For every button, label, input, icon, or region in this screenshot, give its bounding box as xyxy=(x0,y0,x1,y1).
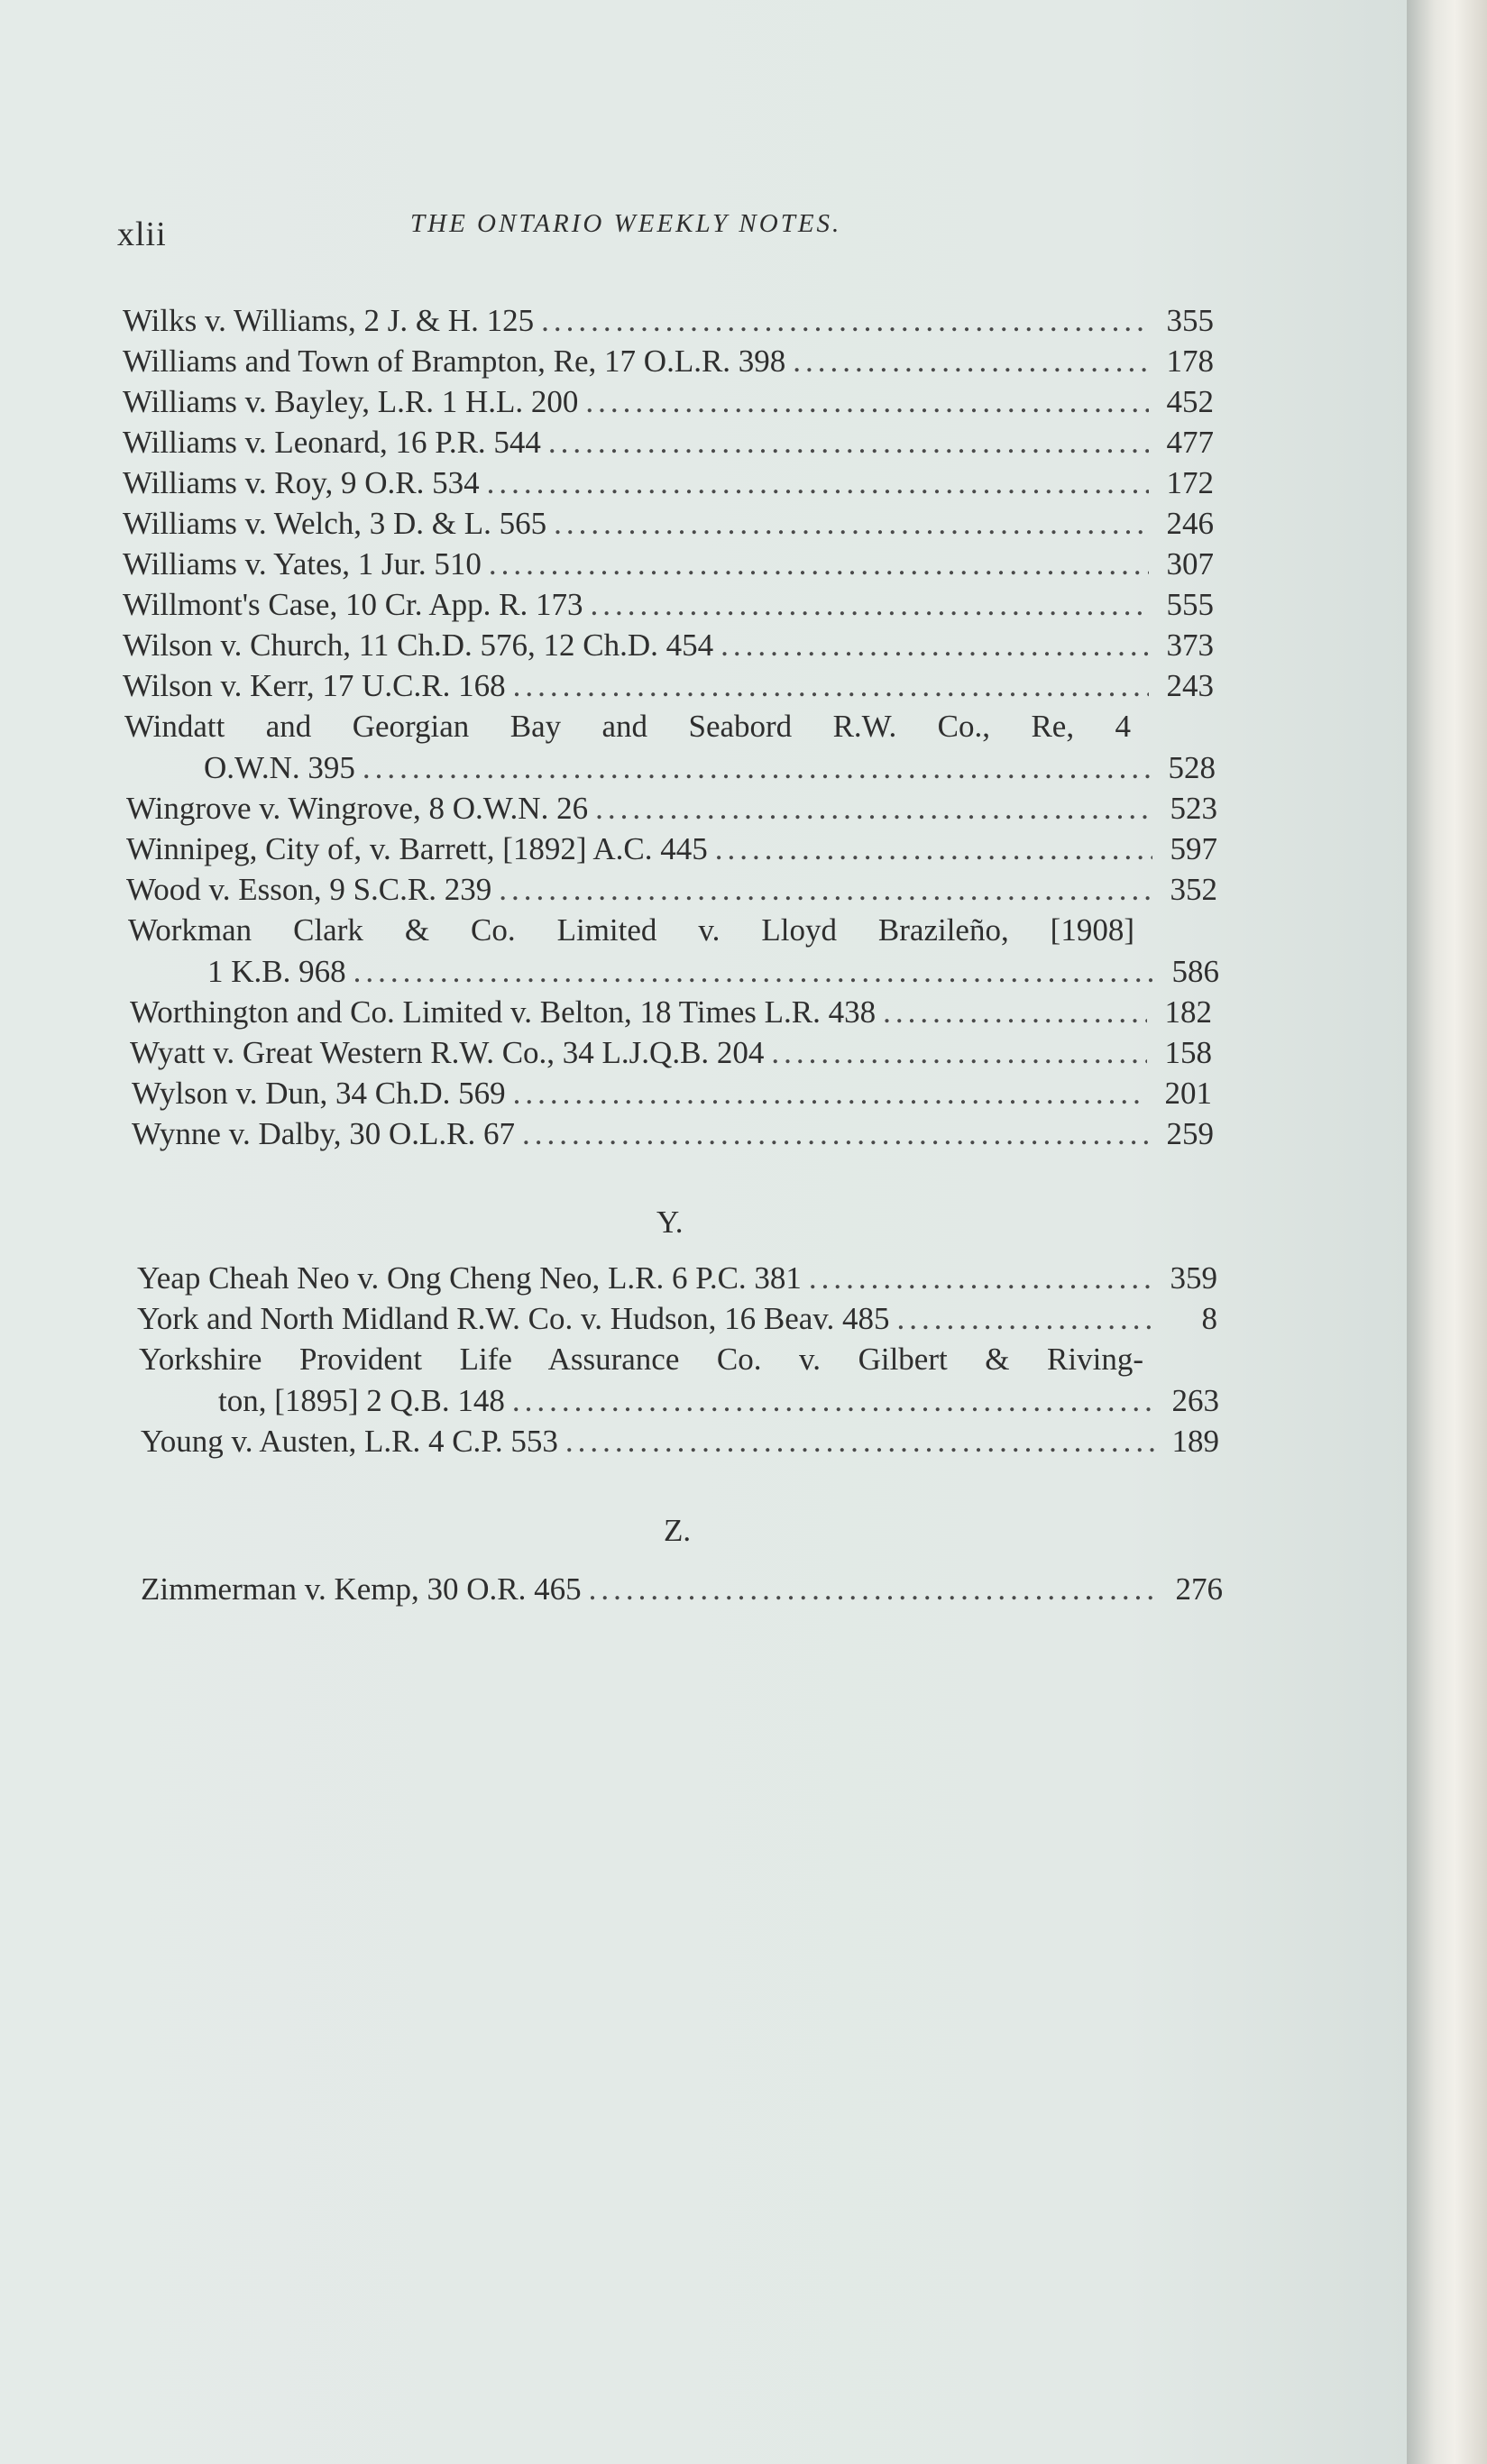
page-number: 597 xyxy=(1170,831,1217,866)
page-number: 359 xyxy=(1170,1260,1217,1296)
index-entry: York and North Midland R.W. Co. v. Hudson, 16 Beav. 485 ..... 8 xyxy=(137,1301,1217,1337)
index-entry: Yorkshire Provident Life Assurance Co. v. Gilbert & Riving- ton, [1895] 2 Q.B. 148 ..... 263 xyxy=(139,1342,1219,1419)
page-number: 452 xyxy=(1166,384,1214,419)
index-entry: Worthington and Co. Limited v. Belton, 18 Times L.R. 438 ..... 182 xyxy=(130,994,1212,1030)
index-entry: Willmont's Case, 10 Cr. App. R. 173 ..... 555 xyxy=(123,587,1214,623)
index-entry: Workman Clark & Co. Limited v. Lloyd Brazileño, [1908] 1 K.B. 968 ..... 586 xyxy=(128,912,1219,990)
index-entry: Yeap Cheah Neo v. Ong Cheng Neo, L.R. 6 P.C. 381 ..... 359 xyxy=(137,1260,1217,1296)
index-entry: Williams v. Bayley, L.R. 1 H.L. 200 ..... 452 xyxy=(123,384,1214,420)
index-entry: Wood v. Esson, 9 S.C.R. 239 ..... 352 xyxy=(126,872,1217,908)
section-letter-z: Z. xyxy=(664,1513,692,1548)
section-letter-y: Y. xyxy=(656,1205,684,1240)
page-number: 182 xyxy=(1164,994,1212,1030)
page-number: 259 xyxy=(1166,1116,1214,1151)
page-number: 263 xyxy=(1171,1383,1219,1418)
page-folio: xlii xyxy=(117,215,167,253)
index-entry: Wynne v. Dalby, 30 O.L.R. 67 ..... 259 xyxy=(132,1116,1214,1152)
page-number: 523 xyxy=(1170,791,1217,826)
index-entry: Williams v. Leonard, 16 P.R. 544 ..... 477 xyxy=(123,425,1214,461)
page-number: 352 xyxy=(1170,872,1217,907)
index-entry: Wyatt v. Great Western R.W. Co., 34 L.J.Q.B. 204 ..... 158 xyxy=(130,1035,1212,1071)
page-number: 246 xyxy=(1166,506,1214,541)
index-entry: Williams v. Roy, 9 O.R. 534 ..... 172 xyxy=(123,465,1214,501)
page-number: 276 xyxy=(1175,1571,1223,1607)
book-spine xyxy=(1407,0,1487,2464)
index-entry: Wilson v. Church, 11 Ch.D. 576, 12 Ch.D. 454 ..... 373 xyxy=(123,627,1214,664)
index-entry: Williams v. Welch, 3 D. & L. 565 ..... 246 xyxy=(123,506,1214,542)
index-entry: Wingrove v. Wingrove, 8 O.W.N. 26 ..... 523 xyxy=(126,791,1217,827)
index-entry: Williams and Town of Brampton, Re, 17 O.L.R. 398 ..... 178 xyxy=(123,343,1214,380)
index-entry: Young v. Austen, L.R. 4 C.P. 553 ..... 189 xyxy=(141,1424,1219,1460)
page-number: 8 xyxy=(1201,1301,1217,1336)
index-entry: Zimmerman v. Kemp, 30 O.R. 465 ..... 276 xyxy=(141,1571,1223,1608)
index-entry: Wylson v. Dun, 34 Ch.D. 569 ..... 201 xyxy=(132,1076,1212,1112)
page-number: 586 xyxy=(1171,954,1219,989)
page-number: 477 xyxy=(1166,425,1214,460)
page-number: 373 xyxy=(1166,627,1214,663)
index-entry: Williams v. Yates, 1 Jur. 510 ..... 307 xyxy=(123,546,1214,582)
page-number: 243 xyxy=(1166,668,1214,703)
page-number: 172 xyxy=(1166,465,1214,500)
page-number: 555 xyxy=(1166,587,1214,622)
page-number: 528 xyxy=(1168,750,1216,785)
index-entry: Wilks v. Williams, 2 J. & H. 125 ..... 355 xyxy=(123,303,1214,339)
page-number: 201 xyxy=(1164,1076,1212,1111)
index-entry: Wilson v. Kerr, 17 U.C.R. 168 ..... 243 xyxy=(123,668,1214,704)
index-entry: Winnipeg, City of, v. Barrett, [1892] A.C. 445 ..... 597 xyxy=(126,831,1217,867)
page-number: 189 xyxy=(1171,1424,1219,1459)
page-number: 158 xyxy=(1164,1035,1212,1070)
running-head: THE ONTARIO WEEKLY NOTES. xyxy=(410,209,842,238)
page-number: 178 xyxy=(1166,343,1214,379)
page-number: 307 xyxy=(1166,546,1214,582)
index-entry: Windatt and Georgian Bay and Seabord R.W. Co., Re, 4 O.W.N. 395 ..... 528 xyxy=(124,709,1216,786)
page-number: 355 xyxy=(1166,303,1214,338)
